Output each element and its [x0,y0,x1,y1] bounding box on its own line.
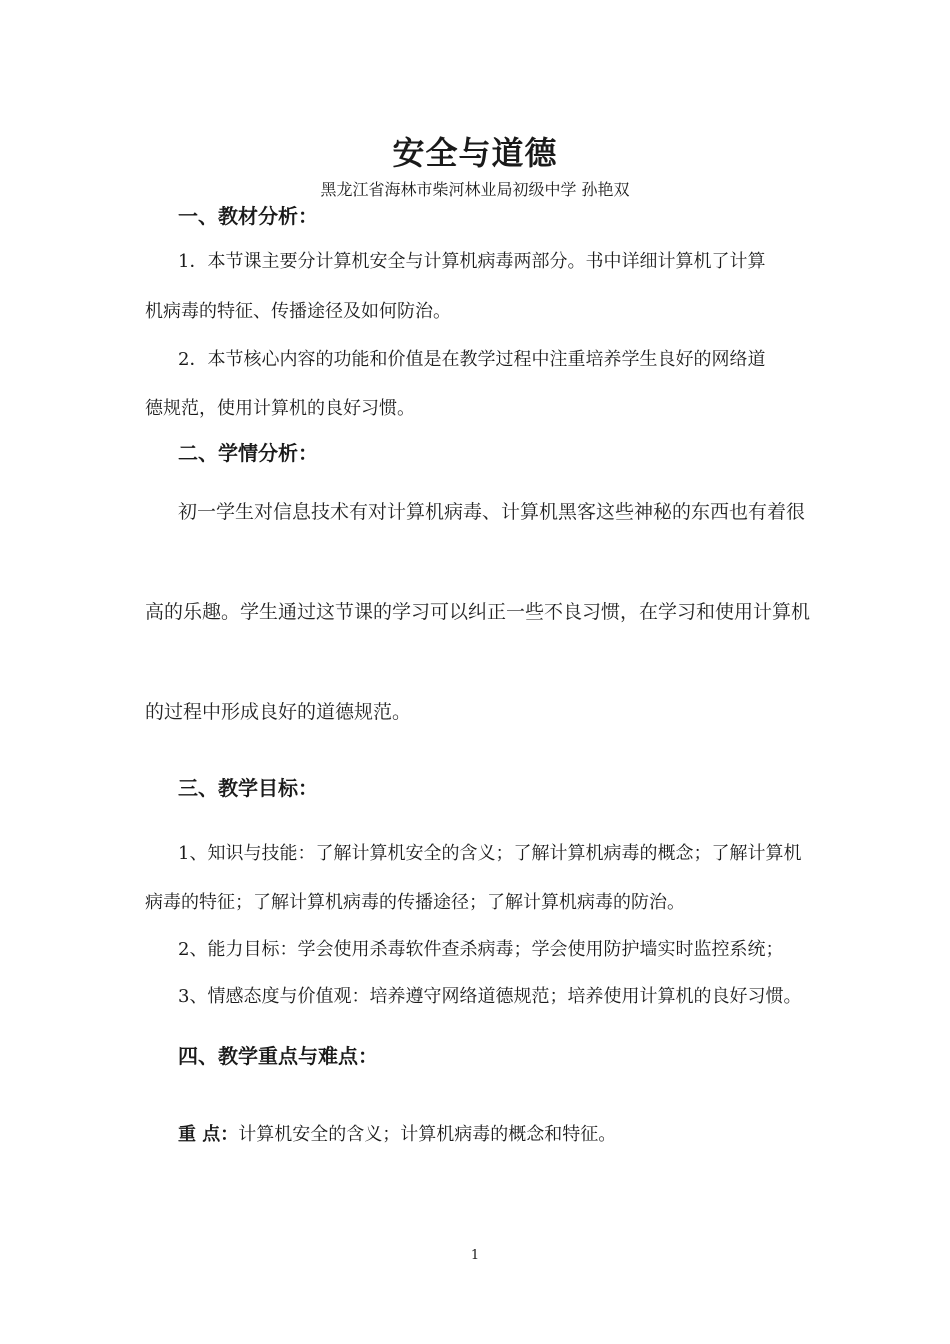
key-point-text: 计算机安全的含义；计算机病毒的概念和特征。 [238,1124,617,1145]
paragraph-line: 1、知识与技能：了解计算机安全的含义；了解计算机病毒的概念；了解计算机 [178,843,802,864]
paragraph-line: 病毒的特征；了解计算机病毒的传播途径；了解计算机病毒的防治。 [145,892,685,913]
section-heading-3: 三、教学目标： [178,776,318,800]
section-heading-2: 二、学情分析： [178,441,318,465]
paragraph-line: 1．本节课主要分计算机安全与计算机病毒两部分。书中详细计算机了计算 [178,251,766,272]
paragraph-line: 2、能力目标：学会使用杀毒软件查杀病毒；学会使用防护墙实时监控系统； [178,939,784,960]
paragraph-line: 2．本节核心内容的功能和价值是在教学过程中注重培养学生良好的网络道 [178,349,766,370]
section-heading-1: 一、教材分析： [178,204,318,228]
paragraph-line: 3、情感态度与价值观：培养遵守网络道德规范；培养使用计算机的良好习惯。 [178,986,802,1007]
paragraph-line: 初一学生对信息技术有对计算机病毒、计算机黑客这些神秘的东西也有着很 [178,501,806,523]
page-number: 1 [470,1248,480,1263]
key-point-line [178,1120,616,1146]
document-author: 黑龙江省海林市柴河林业局初级中学 孙艳双 [320,180,630,199]
paragraph-line: 机病毒的特征、传播途径及如何防治。 [145,301,451,322]
key-point-label: 重 点： [178,1124,239,1145]
paragraph-line: 的过程中形成良好的道德规范。 [145,701,412,723]
document-title: 安全与道德 [392,134,558,172]
paragraph-line: 德规范，使用计算机的良好习惯。 [145,398,415,419]
section-heading-4: 四、教学重点与难点： [178,1044,378,1068]
paragraph-line: 高的乐趣。学生通过这节课的学习可以纠正一些不良习惯，在学习和使用计算机 [145,601,811,623]
